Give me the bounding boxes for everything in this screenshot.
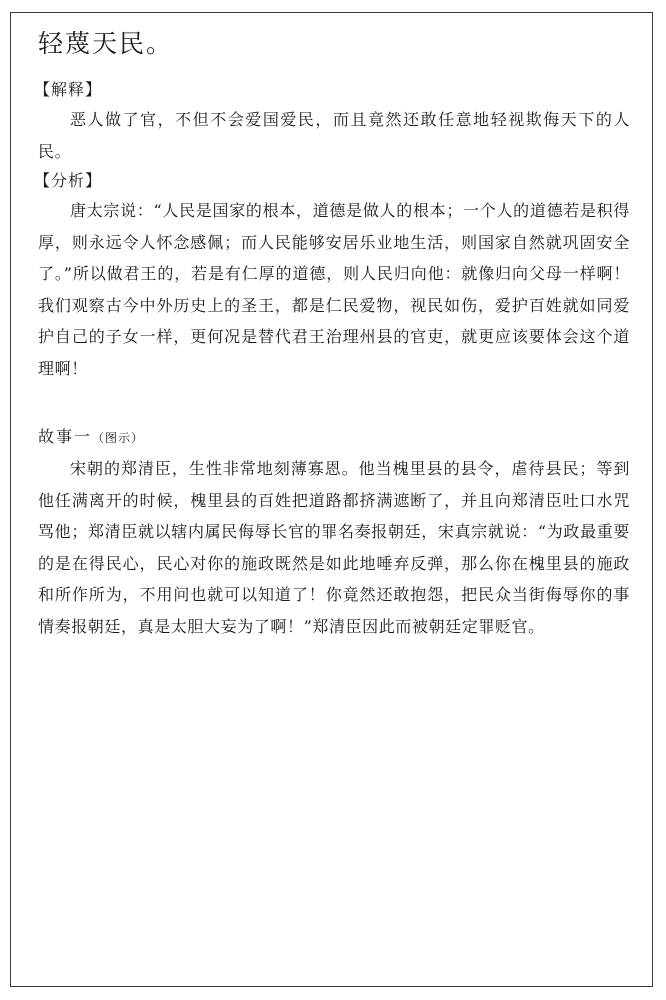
story-tag: （图示） <box>92 431 145 445</box>
page-title: 轻蔑天民。 <box>38 29 174 58</box>
explanation-heading: 【解释】 <box>34 80 103 99</box>
document-body <box>34 26 630 642</box>
story-title: 故事一 <box>38 427 93 446</box>
analysis-paragraph: 唐太宗说：“人民是国家的根本，道德是做人的根本；一个人的道德若是积得厚，则永远令人怀念感佩；而人民能够安居乐业地生活，则国家自然就巩固安全了。”所以做君王的，若是有仁厚的道德，则人民归向他：就像归向父母一样啊！我们观察古今中外历史上的圣王，都是仁民爱物，视民如伤，爱护百姓就如同爱护自己的子女一样，更何况是替代君王治理州县的官吏，就更应该要体会这个道理啊！ <box>38 201 630 378</box>
explanation-paragraph: 恶人做了官，不但不会爱国爱民，而且竟然还敢任意地轻视欺侮天下的人民。 <box>38 110 630 161</box>
analysis-heading: 【分析】 <box>34 171 103 190</box>
story-heading <box>38 422 630 453</box>
story-paragraph: 宋朝的郑清臣，生性非常地刻薄寡恩。他当槐里县的县令，虐待县民；等到他任满离开的时候，槐里县的百姓把道路都挤满遮断了，并且向郑清臣吐口水咒骂他；郑清臣就以辖内属民侮辱长官的罪名奏报朝廷，宋真宗就说：“为政最重要的是在得民心，民心对你的施政既然是如此地唾弃反弹，那么你在槐里县的施政和所作所为，不用问也就可以知道了！你竟然还敢抱怨，把民众当街侮辱你的事情奏报朝廷，真是太胆大妄为了啊！”郑清臣因此而被朝廷定罪贬官。 <box>38 459 630 636</box>
